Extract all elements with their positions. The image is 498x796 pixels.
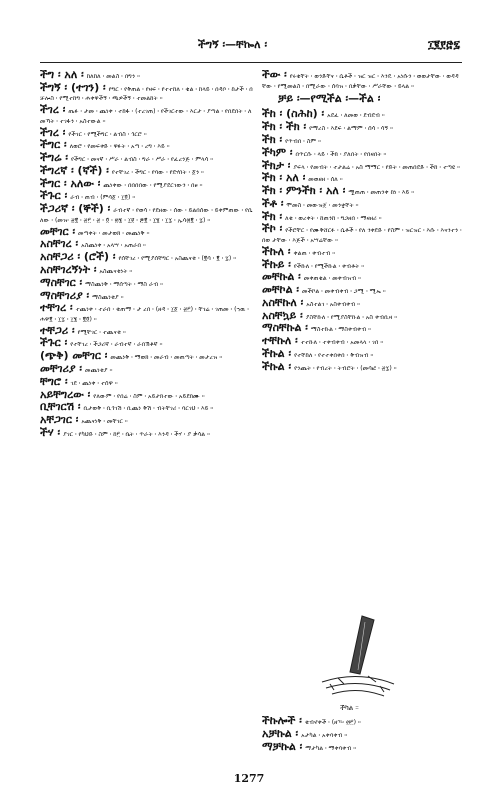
- dictionary-entry: [40, 415, 254, 427]
- entry-headword: ችው ፡: [262, 70, 287, 81]
- entry-definition: መጣቀት ፡ መታወክ ፡ መጨነቅ ።: [78, 229, 150, 237]
- dictionary-entry: [40, 163, 254, 178]
- entry-headword: ቸግሮ ፡: [40, 374, 68, 388]
- entry-headword: አስቸጋሪ ፡ (ሮች) ፡: [40, 250, 116, 264]
- entry-definition: ጨነቀው ፡ በበበበው ፡ የሚያደርገውን ፡ በፀ ።: [103, 181, 203, 189]
- entry-headword: ችግኝ ፡ (ተገን) ፡: [40, 80, 106, 94]
- dictionary-entry: [40, 105, 254, 126]
- entry-definition: መጨነቅ ፡ ማወክ ፡ መራብ ፡ መጠጣት ፡ መታረዝ ።: [110, 354, 223, 362]
- entry-definition: መወዘዘ ፡ ሰለ ።: [308, 176, 343, 184]
- entry-headword: ማቻኩል ፡: [262, 739, 303, 753]
- entry-definition: አስጨነቀ ፡ አላሣ ፡ አጠራበ ።: [81, 242, 146, 250]
- entry-headword: ማስቸገር ፡: [40, 275, 83, 289]
- entry-definition: በጥርሱ ፡ ላይ ፡ ችክ ፡ ያለበት ፡ የበዛበት ።: [295, 150, 387, 158]
- entry-definition: ማታካል ፡ ማቀባቀብ ።: [305, 744, 357, 752]
- entry-headword: ችካም ፡: [262, 145, 293, 159]
- entry-definition: ያገር ፡ የካህድ ፡ ስም ፡ ከ፫ ፡ ቤት ፡ ጥራት ፡ እንዳ ፡ ችሃ ፡ ያ ቃሳል ።: [63, 430, 210, 438]
- entry-definition: መጨነቂያ ።: [85, 367, 113, 374]
- entry-definition: አታካል ፡ አቀባቀብ ።: [301, 731, 348, 739]
- entry-headword: ችኮ ፡: [262, 222, 283, 236]
- entry-headword: ችግ ፡ አለ ፡: [40, 70, 84, 81]
- entry-definition: የተቸገረ ፡ ችጋሪኛ ፡ ራብተኛ ፡ ራበኽቶኛ ።: [70, 341, 163, 349]
- section-heading: ቻይ ፡—የሚችል ፡—ችል ፡: [278, 92, 381, 106]
- entry-definition: ያፍላ ፡ የመብት ፡ ተታልሬ ፡ አስ ማማር ፡ የድት ፡ መጠበደድ ፡ ችከ ፡ ተጣዩ ።: [293, 163, 460, 171]
- entry-definition: የሚቸገር ፡ ተጨናቂ ።: [77, 328, 126, 336]
- entry-definition: ማስጨነቂያ ።: [92, 293, 124, 301]
- entry-definition: ተጨነቀ ፡ ተራበ ፡ ቁጠማ ፡ ታ ረበ ፡ (ዘዳ ፡ ፲፩ ፡ ፳፫) ፡ ቸገሬ ፡ ገጠመ ፡ (ኀዉ ፡ ሐዋ፪ ፡ ፲፯ ፡ ፲፮ ፡ ፪፬) ።: [40, 306, 249, 323]
- entry-definition: የችገር ፡ የሚችግር ፡ ልብስ ፡ ጎርሮ ።: [68, 130, 147, 138]
- entry-headword: ችጉር ፡: [40, 189, 68, 203]
- dictionary-entry: [262, 196, 462, 211]
- dictionary-entry: [262, 739, 462, 754]
- entry-definition: ጤፉ ፡ ታመ ፡ ጨነቀ ፡ ተከፋ ፡ (ተረገጠ) ፡ የችገርተው ፡ እርታ ፡ ያጣል ፡ የበደበት ፡ ለመኻት ፡ ተገፋን ፡ አስተውል ።: [40, 108, 252, 125]
- dictionary-entry: [40, 303, 254, 324]
- entry-definition: አጨናነቅ ፡ መቸገር ።: [81, 418, 128, 426]
- running-title: ችግኝ ፡—ቸኰለ ፡: [198, 38, 268, 51]
- entry-headword: ማስቸኩል ፡: [262, 321, 308, 335]
- entry-definition: የለውም ፡ የበሬ ፡ ስም ፡ አይታክተው ፡ አይደክሙ ።: [93, 392, 205, 400]
- entry-headword: መቸገር ፡: [40, 224, 76, 238]
- entry-headword: አቻኩል ፡: [262, 726, 299, 740]
- dictionary-entry: [262, 186, 462, 198]
- dictionary-entry: [40, 70, 254, 82]
- entry-definition: የማረስ ፡ እደፍ ፡ ልማም ፡ ሰሳ ፡ ሳኝ ።: [309, 125, 394, 133]
- entry-definition: ቁብኖቀች ፡ (ዘኍ፡ ፴፫) ።: [304, 719, 361, 726]
- entry-headword: ተቸገረ ፡: [40, 301, 73, 315]
- entry-headword: ችክ ፡: [262, 209, 283, 223]
- entry-headword: መቸኮል ፡: [262, 283, 299, 297]
- page-number: 1277: [233, 772, 265, 785]
- figure-caption: ችካል ።: [340, 704, 359, 712]
- dictionary-entry: [262, 70, 462, 91]
- entry-definition: ለቁ ፡ ወረቀት ፡ ከጠንከ ፡ ግጋዘበ ፡ ማዛዘሪ ።: [285, 214, 382, 222]
- entry-definition: ሟጠጠ ፡ መጠንቀ ከነ ፡ እይ ።: [348, 189, 415, 197]
- entry-definition: መቀጠቁል ፡ መቀብዝብ ።: [303, 275, 362, 283]
- entry-definition: ሞመስ ፡ መውዝጀ ፡ መንቋቸት ።: [286, 201, 359, 209]
- entry-headword: አቸጋገር ፡: [40, 413, 79, 427]
- entry-definition: ከለከለ ፡ መልስ ፡ በግን ።: [86, 73, 140, 80]
- entry-definition: የተቸገረ ፡ ችግር ፡ የባው ፡ የደሃበት ፡ ፩ን ።: [111, 168, 204, 176]
- dictionary-entry: [40, 204, 254, 225]
- dictionary-entry: [262, 132, 462, 147]
- entry-headword: ችግረኛ ፡ (ኛች) ፡: [40, 163, 109, 177]
- entry-headword: ችክ ፡ አለ ፡: [262, 171, 306, 185]
- entry-headword: መቸገሪያ ፡: [40, 362, 83, 375]
- entry-headword: አስቸገረ ፡: [40, 237, 79, 251]
- entry-headword: ችገረ ፡: [40, 125, 66, 139]
- entry-headword: ችክ ፡ ምንችክ ፡ አለ ፡: [262, 184, 346, 198]
- dictionary-entry: [40, 323, 254, 338]
- entry-headword: ችኩለ ፡: [262, 244, 291, 258]
- entry-definition: የሩቁቸት ፡ ወንድቸና ፡ ሴቶች ፡ ዝር ዝር ፡ እንዴ ፡ አነሱን ፡ ወወታቸው ፡ ወዳዳቸው ፡ የሚመልስ ፡ በሚራው ፡ ሰባዝ ፡ በቃቸው ፡ ሥራቸው ፡ ይላል ።: [262, 73, 459, 90]
- dictionary-entry: [40, 252, 254, 264]
- entry-headword: ችክ ፡ ችክ ፡: [262, 120, 307, 134]
- entry-definition: ራብ ፡ ጠብ ፡ (ምሳ፩ ፡ ፲፬) ።: [70, 194, 136, 202]
- dictionary-entry: [40, 176, 254, 191]
- entry-headword: ችከ ፡ (ስሕከ) ፡: [262, 107, 325, 121]
- entry-definition: ያስቸኩለ ፡ የሚያስቸኩል ፡ አስ ቀብቢዛ ።: [305, 313, 398, 321]
- entry-definition: አስተልገ ፡ አስቀብቀብ ።: [306, 300, 361, 308]
- entry-definition: ማስተኩል ፡ ማስቀብቀብ ።: [310, 326, 371, 334]
- dictionary-entry: [40, 153, 254, 165]
- page-code: ፲፪፻፸፯: [428, 38, 460, 51]
- entry-definition: ተተኩለ ፡ ተቀብቀብ ፡ አመላላ ፡ ገበ ።: [300, 339, 384, 347]
- entry-headword: አስቸኩለ ፡: [262, 295, 304, 309]
- entry-headword: ችክታ ፡: [262, 158, 291, 172]
- dictionary-entry: [262, 295, 462, 310]
- dictionary-entry: [40, 275, 254, 290]
- entry-definition: የንጨት ፡ የብረት ፡ ትብሮት ፡ (መሳፎ ፡ ፳፯) ።: [294, 364, 397, 372]
- dictionary-entry: [262, 244, 462, 259]
- dictionary-entry: [40, 140, 254, 152]
- right-column: [262, 70, 462, 626]
- entry-definition: የሰቸገረ ፡ የሚያሰቸግር ፡ አስጨናቂ ፡ (፪ሳ ፡ ፪ ፡ ፯) ።: [118, 255, 237, 263]
- entry-headword: ተቸኩለ ፡: [262, 334, 298, 348]
- dictionary-entry: [262, 209, 462, 224]
- entry-definition: የግር ፡ የቅጠል ፡ የዛፍ ፡ የተተከለ ፡ ቁል ፡ ከላይ ፡ በዳቦ ፡ ከታች ፡ በቻሎስ ፡ የሚተከግ ፡ ሐቀዋችኝ ፡ ጫዎችኝ ፡ ተመልከት ።: [40, 85, 253, 103]
- left-column: [40, 70, 254, 742]
- entry-headword: ችኩል ፡: [262, 347, 292, 361]
- running-header: [40, 34, 460, 56]
- entry-definition: አስጨናቂነት ።: [99, 267, 133, 275]
- dictionary-entry: [262, 224, 462, 245]
- entry-headword: ችጉር ፡: [40, 336, 68, 350]
- entry-headword: አይቸግረው ፡: [40, 387, 91, 401]
- entry-headword: ችኩሎች ፡: [262, 716, 302, 727]
- entry-headword: ችኩል ፡: [262, 359, 292, 373]
- dictionary-entry: [40, 262, 254, 277]
- entry-headword: ችክ ፡: [262, 132, 283, 146]
- right-column-bottom: [262, 716, 462, 766]
- dictionary-entry: [262, 145, 462, 160]
- entry-headword: ማስቸገሪያ ፡: [40, 288, 90, 302]
- entry-definition: መችኮል ፡ መቀብቀብ ፡ ጋሚ ፡ ሚኤ ።: [301, 288, 386, 296]
- entry-definition: የጥብበ ፡ ስም ።: [285, 137, 322, 145]
- dictionary-entry: [262, 349, 462, 361]
- dictionary-entry: [40, 374, 254, 389]
- dictionary-entry: [262, 716, 462, 728]
- entry-headword: አስቸገረኝነት ፡: [40, 262, 97, 276]
- entry-definition: ቀልጠ ፡ ቀብተብ ።: [293, 249, 336, 257]
- header-rule: [40, 62, 462, 63]
- entry-definition: ማስጨነቅ ፡ ማሰጣት ፡ ማስ ራብ ።: [85, 280, 164, 288]
- entry-headword: ችኩይ ፡: [262, 257, 291, 271]
- dictionary-entry: [262, 285, 462, 297]
- entry-headword: ቢቸገርሽ ፡: [40, 400, 81, 414]
- entry-definition: የችሮቸር ፡ የሙቅሸርፉ ፡ ሴቶች ፡ የለ ንቀደድ ፡ የስም ፡ ዝርዝር ፡ እሱ ፡ እናንተን ፡ በወ ታቸው ፡ እጅች ፡ አሣሬቸው ።: [262, 227, 462, 244]
- entry-headword: መቸኩል ፡: [262, 270, 301, 284]
- entry-headword: ተቸጋሪ ፡: [40, 323, 75, 337]
- entry-headword: ችግር ፡ አለው ፡: [40, 176, 101, 190]
- dictionary-entry: [40, 364, 254, 376]
- entry-headword: ችገረ ፡: [40, 103, 66, 117]
- entry-definition: ገደ ፡ ጨነቀ ፡ ተሰዋ ።: [70, 379, 118, 387]
- dictionary-entry: [262, 359, 462, 374]
- dictionary-entry: [40, 425, 254, 440]
- entry-definition: የተቸከለ ፡ የተተቀበቀበ ፡ ቅብዝብ ።: [294, 352, 374, 360]
- dictionary-entry: [262, 122, 462, 134]
- entry-headword: ችሃ ፡: [40, 425, 61, 439]
- entry-definition: ቢታወቅ ፡ ቢጎገሽ ፡ ቢጨነ ቅሽ ፡ ብትቸገሪ ፡ ባርገህ ፡ እይ ።: [83, 405, 214, 413]
- entry-headword: ችቶ ፡: [262, 196, 284, 210]
- dictionary-entry: [40, 125, 254, 140]
- entry-definition: ለወሮ ፡ የመፍቀድ ፡ ዋፉት ፡ አጣ ፡ ረግ ፡ እይ ።: [69, 143, 170, 151]
- entry-headword: ችጋሪኛ ፡ (ኞች) ፡: [40, 202, 111, 216]
- stake-illustration: [318, 612, 398, 700]
- entry-definition: የችግር ፡ መናኛ ፡ ሥራ ፡ ልብስ ፡ ግራ ፡ ሥራ ፡ የፈረንጅ ፡ ምላሳ ።: [71, 156, 214, 164]
- entry-headword: ችግሬ ፡: [40, 151, 68, 165]
- entry-definition: አደፈ ፡ ለመወ ፡ ደብደብ ።: [327, 112, 385, 120]
- entry-headword: ችግር ፡: [40, 138, 67, 152]
- entry-headword: (ጭቅ) መቸገር ፡: [40, 349, 108, 363]
- dictionary-entry: [40, 80, 254, 104]
- entry-definition: ራብተኛ ፡ የወሳ ፡ የደዘው ፡ ሰው ፡ ይልበሰው ፡ ይቀምጠው ፡ የሴለው ፡ (መዝ፡ ፳፪ ፡ ፳፫ ፡ ፳ ፡ ፬ ፡ ፴፮ ፡ ፲፱ ፡ ፷፪ ፡ ፲፮ ፡ ፲፯ ፡ ኢሳ፴፪ ፡ ፯) ።: [40, 207, 253, 224]
- entry-definition: የችኩለ ፡ የሚችኩል ፡ ቀብቶት ።: [293, 262, 365, 270]
- dictionary-entry: [262, 726, 462, 741]
- dictionary-entry: [262, 336, 462, 348]
- entry-headword: አስቸኳይ ፡: [262, 308, 303, 322]
